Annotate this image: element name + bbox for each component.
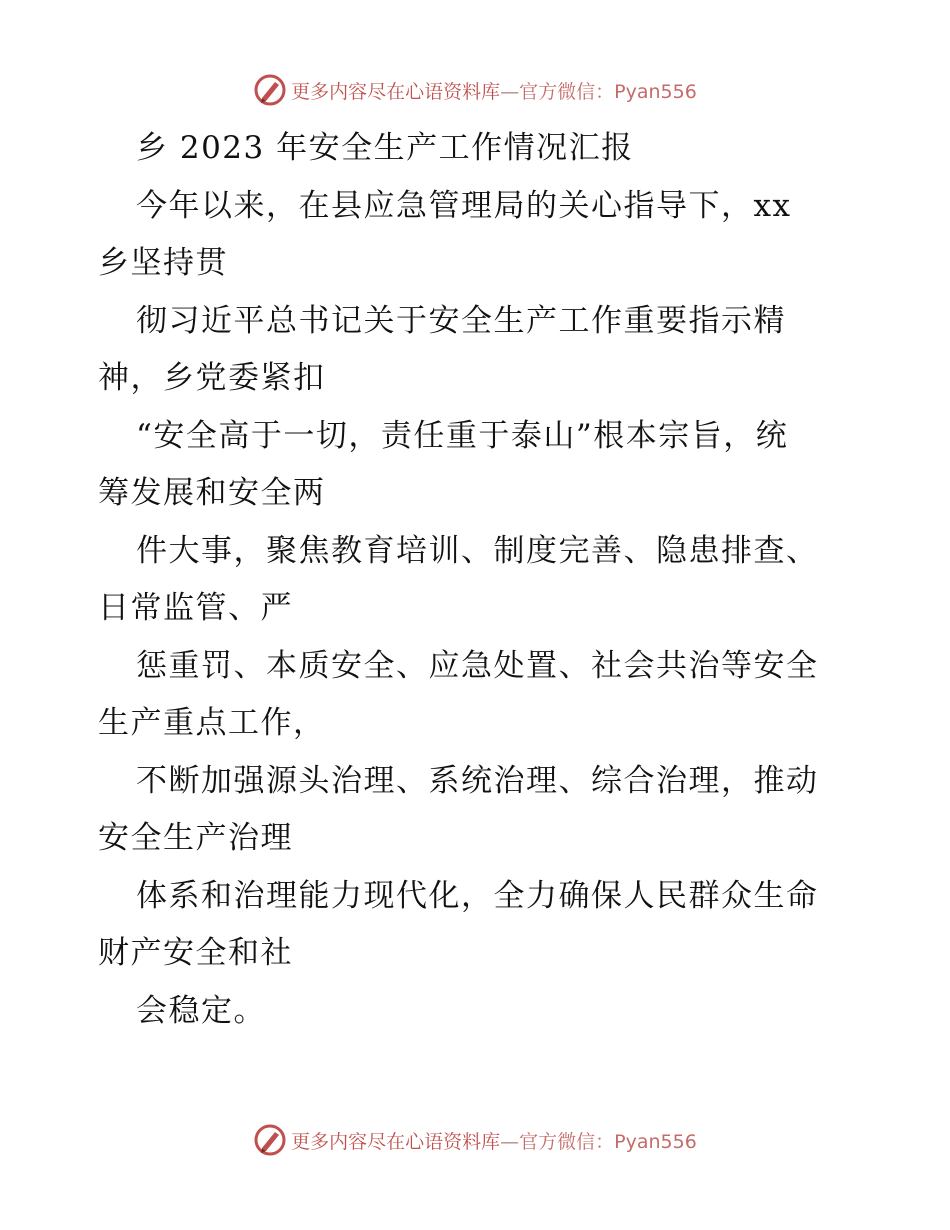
pen-logo-icon: [253, 1123, 287, 1157]
watermark-wechat: 官方微信：Pyan556: [519, 80, 697, 103]
paragraph-line: 今年以来，在县应急管理局的关心指导下，xx: [136, 187, 792, 224]
footer-watermark: [0, 1120, 950, 1160]
paragraph-line: 惩重罚、本质安全、应急处置、社会共治等安全: [136, 647, 819, 684]
paragraph-line: 会稳定。: [136, 992, 266, 1029]
pen-logo-icon: [253, 73, 287, 107]
watermark-separator: —: [500, 80, 520, 103]
paragraph-line: 彻习近平总书记关于安全生产工作重要指示精: [136, 302, 786, 339]
paragraph-line: 生产重点工作，: [98, 705, 326, 741]
document-body: [98, 120, 858, 1040]
paragraph-line: 财产安全和社: [98, 935, 293, 971]
watermark-wechat: 官方微信：Pyan556: [519, 1130, 697, 1153]
header-watermark: [0, 70, 950, 110]
watermark-brand: 更多内容尽在心语资料库: [291, 80, 501, 103]
paragraph-line: “安全高于一切，责任重于泰山”根本宗旨，统: [136, 417, 789, 454]
document-title: 乡 2023 年安全生产工作情况汇报: [136, 130, 634, 166]
paragraph-line: 件大事，聚焦教育培训、制度完善、隐患排查、: [136, 532, 819, 569]
paragraph-line: 神，乡党委紧扣: [98, 360, 326, 396]
paragraph-line: 日常监管、严: [98, 590, 293, 626]
watermark-brand: 更多内容尽在心语资料库: [291, 1130, 501, 1153]
paragraph-line: 体系和治理能力现代化，全力确保人民群众生命: [136, 877, 819, 914]
watermark-separator: —: [500, 1130, 520, 1153]
paragraph-line: 筹发展和安全两: [98, 475, 326, 511]
paragraph-line: 乡坚持贯: [98, 245, 228, 281]
paragraph-line: 不断加强源头治理、系统治理、综合治理，推动: [136, 762, 819, 799]
paragraph-line: 安全生产治理: [98, 820, 293, 856]
